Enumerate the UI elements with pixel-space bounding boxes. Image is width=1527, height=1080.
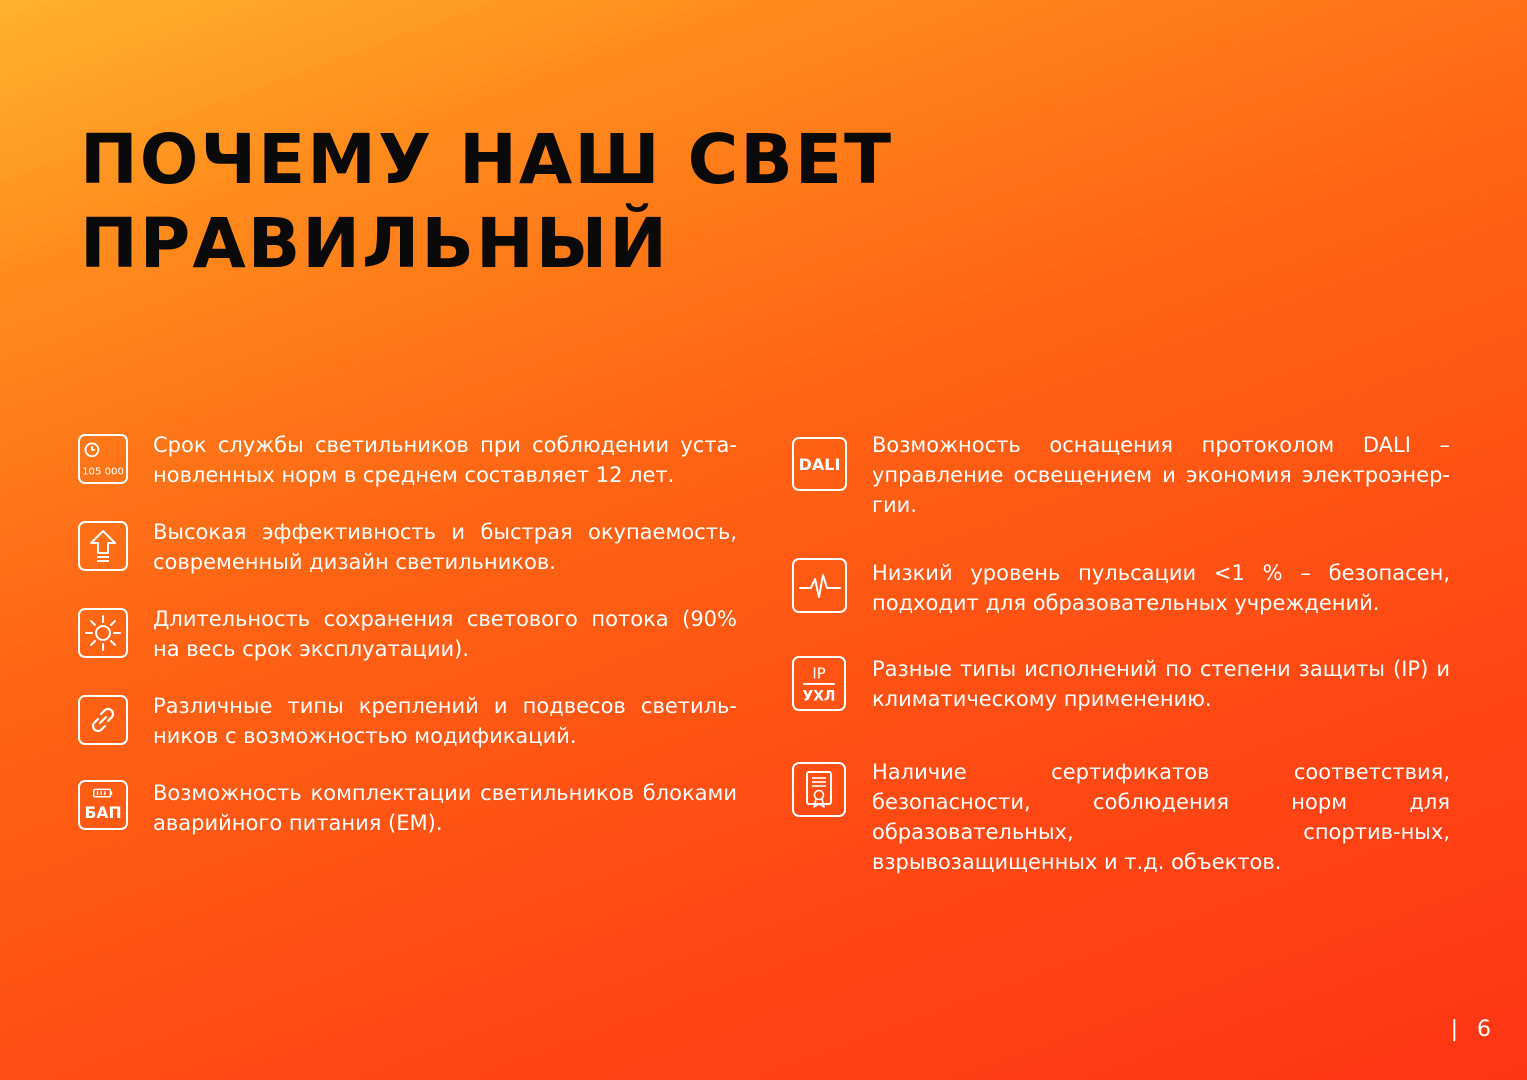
lifetime-icon-text: 105 000 — [82, 466, 124, 478]
feature-pulse-text: Низкий уровень пульсации <1 % – безопасен, подходит для образовательных учреждений. — [872, 561, 1450, 615]
ip-icon-text: IP — [812, 665, 826, 683]
feature-dali-text: Возможность оснащения протоколом DALI – управление освещением и экономия электроэнер-гии. — [872, 433, 1450, 517]
feature-lifetime-text: Срок службы светильников при соблюдении уста-новленных норм в среднем составляет 12 лет. — [153, 433, 737, 487]
page-number-value: 6 — [1477, 1017, 1497, 1042]
uhl-icon-text: УХЛ — [802, 688, 836, 705]
pulse-icon — [792, 558, 847, 613]
feature-mounting-text: Различные типы креплений и подвесов светиль-ников с возможностью модификаций. — [153, 694, 737, 748]
feature-ip-text: Разные типы исполнений по степени защиты (IP) и климатическому применению. — [872, 657, 1450, 711]
feature-certificates-text: Наличие сертификатов соответствия, безопасности, соблюдения норм для образовательных, спортив-ных, взрывозащищенных и т.д. объектов. — [872, 760, 1450, 874]
feature-emergency-text: Возможность комплектации светильников блоками аварийного питания (EM). — [153, 781, 737, 835]
dali-icon-text: DALI — [798, 454, 841, 474]
feature-flux-text: Длительность сохранения светового потока (90% на весь срок эксплуатации). — [153, 607, 737, 661]
certificate-icon — [792, 762, 846, 817]
bap-icon-text: БАП — [84, 802, 122, 822]
lifetime-105000-icon — [78, 434, 128, 484]
title-line-2: ПРАВИЛЬНЫЙ — [80, 204, 669, 284]
sun-icon — [78, 608, 128, 658]
page-title — [80, 118, 893, 286]
title-line-1: ПОЧЕМУ НАШ СВЕТ — [80, 120, 894, 200]
feature-efficiency-text: Высокая эффективность и быстрая окупаемость, современный дизайн светильников. — [153, 520, 737, 574]
link-icon — [78, 695, 128, 745]
efficiency-arrow-icon — [78, 521, 128, 571]
ip-uhl-icon — [792, 656, 846, 711]
dali-icon — [792, 437, 847, 491]
battery-bap-icon — [78, 780, 128, 830]
page-number: | 6 — [1450, 1017, 1497, 1042]
